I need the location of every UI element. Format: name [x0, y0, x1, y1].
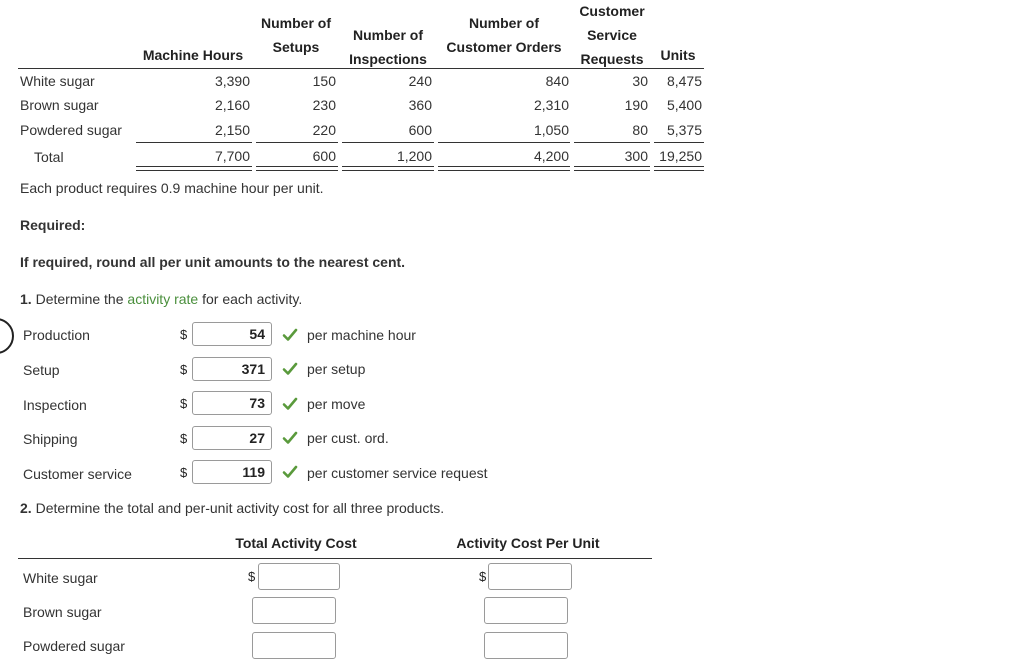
- setup-rate-input[interactable]: 371: [192, 357, 272, 381]
- currency-symbol: $: [479, 569, 487, 584]
- q2-prompt: [20, 500, 444, 516]
- production-rate-input[interactable]: 54: [192, 322, 272, 346]
- total-double-rule: [136, 166, 252, 171]
- rate-label: Setup: [23, 362, 60, 378]
- powdered-sugar-per-unit-input[interactable]: [484, 632, 568, 659]
- total-setups: 600: [312, 148, 336, 164]
- cell-csr: 190: [624, 97, 648, 113]
- header-rule: [18, 68, 704, 69]
- rate-unit: per move: [307, 396, 366, 412]
- cell-setups: 220: [312, 122, 336, 138]
- q2-text: Determine the total and per-unit activity cost for all three products.: [35, 500, 445, 516]
- cell-orders: 2,310: [533, 97, 569, 113]
- header-setups: Number of Setups: [261, 15, 331, 55]
- cell-csr: 80: [632, 122, 648, 138]
- currency-symbol: $: [180, 465, 188, 480]
- total-double-rule: [256, 166, 338, 171]
- total-label: Total: [34, 149, 64, 165]
- header-machine-hours: Machine Hours: [142, 47, 244, 63]
- q1-number: 1.: [20, 291, 32, 307]
- rate-unit: per cust. ord.: [307, 430, 389, 446]
- currency-symbol: $: [180, 327, 188, 342]
- q2-number: 2.: [20, 500, 32, 516]
- q1-text-after: for each activity.: [202, 291, 303, 307]
- check-icon: [282, 327, 298, 343]
- header-total-activity-cost: Total Activity Cost: [235, 535, 357, 551]
- cell-machine-hours: 3,390: [214, 73, 250, 89]
- subtotal-rule: [438, 142, 570, 143]
- total-double-rule: [654, 166, 704, 171]
- total-double-rule: [438, 166, 570, 171]
- subtotal-rule: [342, 142, 434, 143]
- total-csr: 300: [624, 148, 648, 164]
- cell-inspections: 240: [408, 73, 432, 89]
- header-customer-orders: Number of Customer Orders: [446, 15, 562, 55]
- cell-units: 8,475: [666, 73, 702, 89]
- q2-header-rule: [18, 558, 652, 559]
- rate-label: Production: [23, 327, 90, 343]
- header-units: Units: [660, 47, 696, 63]
- header-customer-service-requests: Customer Service Requests: [579, 3, 645, 67]
- cell-units: 5,375: [666, 122, 702, 138]
- cost-row-label: White sugar: [23, 570, 98, 586]
- total-double-rule: [574, 166, 650, 171]
- subtotal-rule: [574, 142, 650, 143]
- cell-setups: 230: [312, 97, 336, 113]
- rate-label: Shipping: [23, 431, 78, 447]
- rate-label: Inspection: [23, 397, 87, 413]
- rate-label: Customer service: [23, 466, 132, 482]
- cell-inspections: 600: [408, 122, 432, 138]
- q1-text-before: Determine the: [35, 291, 124, 307]
- machine-hour-note: Each product requires 0.9 machine hour per unit.: [20, 180, 324, 196]
- progress-marker: [0, 318, 14, 354]
- cost-row-label: Powdered sugar: [23, 638, 125, 654]
- cell-machine-hours: 2,160: [214, 97, 250, 113]
- row-label: White sugar: [20, 73, 95, 89]
- row-label: Powdered sugar: [20, 122, 122, 138]
- cell-inspections: 360: [408, 97, 432, 113]
- subtotal-rule: [136, 142, 252, 143]
- header-activity-cost-per-unit: Activity Cost Per Unit: [456, 535, 600, 551]
- brown-sugar-per-unit-input[interactable]: [484, 597, 568, 624]
- total-inspections: 1,200: [396, 148, 432, 164]
- rounding-instruction: If required, round all per unit amounts to the nearest cent.: [20, 254, 406, 270]
- white-sugar-total-cost-input[interactable]: [258, 563, 340, 590]
- rate-unit: per setup: [307, 361, 366, 377]
- row-label: Brown sugar: [20, 97, 99, 113]
- cell-csr: 30: [632, 73, 648, 89]
- customer-service-rate-input[interactable]: 119: [192, 460, 272, 484]
- rate-unit: per customer service request: [307, 465, 488, 481]
- check-icon: [282, 464, 298, 480]
- shipping-rate-input[interactable]: 27: [192, 426, 272, 450]
- subtotal-rule: [256, 142, 338, 143]
- subtotal-rule: [654, 142, 704, 143]
- currency-symbol: $: [180, 396, 188, 411]
- powdered-sugar-total-cost-input[interactable]: [252, 632, 336, 659]
- cell-orders: 1,050: [533, 122, 569, 138]
- inspection-rate-input[interactable]: 73: [192, 391, 272, 415]
- check-icon: [282, 430, 298, 446]
- currency-symbol: $: [248, 569, 256, 584]
- cell-machine-hours: 2,150: [214, 122, 250, 138]
- cost-row-label: Brown sugar: [23, 604, 102, 620]
- rate-unit: per machine hour: [307, 327, 416, 343]
- total-units: 19,250: [659, 148, 702, 164]
- cell-units: 5,400: [666, 97, 702, 113]
- cell-orders: 840: [545, 73, 569, 89]
- brown-sugar-total-cost-input[interactable]: [252, 597, 336, 624]
- white-sugar-per-unit-input[interactable]: [488, 563, 572, 590]
- required-label: Required:: [20, 217, 86, 233]
- check-icon: [282, 396, 298, 412]
- check-icon: [282, 361, 298, 377]
- q1-prompt: [20, 291, 302, 307]
- header-inspections: Number of Inspections: [349, 27, 427, 67]
- cell-setups: 150: [312, 73, 336, 89]
- activity-rate-link[interactable]: activity rate: [127, 291, 199, 307]
- total-machine-hours: 7,700: [214, 148, 250, 164]
- total-orders: 4,200: [533, 148, 569, 164]
- currency-symbol: $: [180, 431, 188, 446]
- total-double-rule: [342, 166, 434, 171]
- currency-symbol: $: [180, 362, 188, 377]
